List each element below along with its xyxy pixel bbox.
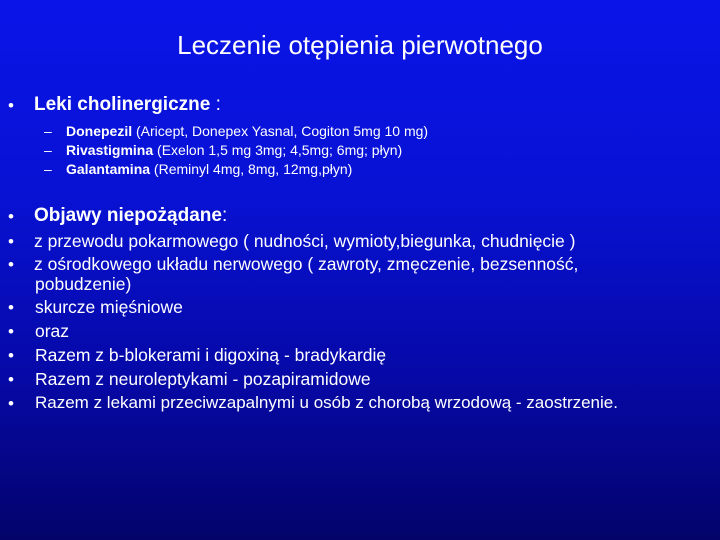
section-heading-suffix: : <box>221 205 228 226</box>
bullet-icon: • <box>8 322 14 341</box>
drug-name: Donepezil <box>66 123 133 139</box>
list-item: Razem z lekami przeciwzapalnymi u osób z chorobą wrzodową - zaostrzenie. <box>35 393 618 412</box>
list-item: z ośrodkowego układu nerwowego ( zawroty, zmęczenie, bezsenność, <box>34 254 579 274</box>
dash-icon: – <box>44 142 52 158</box>
drug-item <box>66 122 428 140</box>
drug-detail: (Aricept, Donepex Yasnal, Cogiton 5mg 10 mg) <box>132 123 429 139</box>
section-heading-text: Objawy niepożądane <box>34 205 222 226</box>
list-item: Razem z neuroleptykami - pozapiramidowe <box>35 369 371 389</box>
bullet-icon: • <box>8 255 14 274</box>
list-item: z przewodu pokarmowego ( nudności, wymioty,biegunka, chudnięcie ) <box>34 231 576 251</box>
slide-title: Leczenie otępienia pierwotnego <box>177 30 543 60</box>
list-item-continuation: pobudzenie) <box>35 274 132 294</box>
bullet-icon: • <box>8 370 14 389</box>
section-heading-text: Leki cholinergiczne <box>34 94 211 115</box>
list-item: skurcze mięśniowe <box>35 297 183 317</box>
bullet-icon: • <box>8 298 14 317</box>
drug-item <box>66 160 352 178</box>
dash-icon: – <box>44 161 52 177</box>
drug-detail: (Exelon 1,5 mg 3mg; 4,5mg; 6mg; płyn) <box>153 142 403 158</box>
section-heading-cholinergic <box>34 93 221 117</box>
drug-name: Galantamina <box>66 161 151 177</box>
bullet-icon: • <box>8 207 14 226</box>
drug-name: Rivastigmina <box>66 142 154 158</box>
drug-item <box>66 141 402 159</box>
bullet-icon: • <box>8 394 14 413</box>
list-item: Razem z b-blokerami i digoxiną - bradykardię <box>35 345 387 365</box>
section-heading-side-effects <box>34 204 227 228</box>
section-heading-suffix: : <box>210 94 221 115</box>
list-item: oraz <box>35 321 70 341</box>
bullet-icon: • <box>8 232 14 251</box>
dash-icon: – <box>44 123 52 139</box>
bullet-icon: • <box>8 346 14 365</box>
drug-detail: (Reminyl 4mg, 8mg, 12mg,płyn) <box>150 161 353 177</box>
bullet-icon: • <box>8 96 14 115</box>
